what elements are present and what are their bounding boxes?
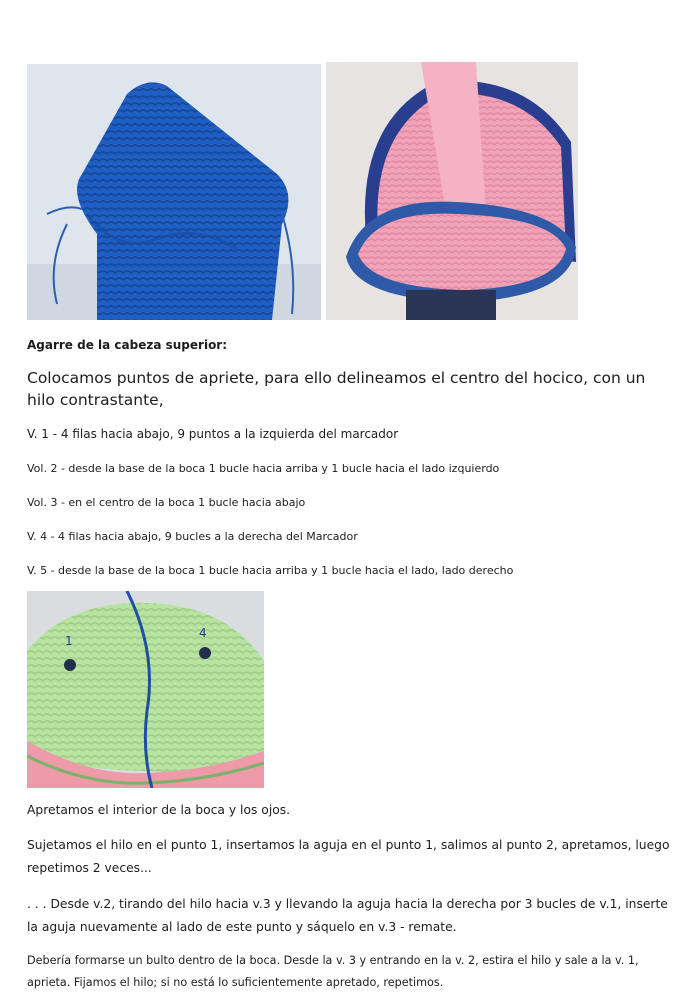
section-heading: Agarre de la cabeza superior: bbox=[27, 338, 228, 352]
step-5: V. 5 - desde la base de la boca 1 bucle hacia arriba y 1 bucle hacia el lado, lado derecho bbox=[27, 564, 514, 577]
paragraph-1: Apretamos el interior de la boca y los ojos. bbox=[27, 803, 291, 817]
step-3: Vol. 3 - en el centro de la boca 1 bucle hacia abajo bbox=[27, 496, 306, 509]
intro-text: Colocamos puntos de apriete, para ello delineamos el centro del hocico, con un hilo contrastante, bbox=[27, 369, 646, 409]
step-1: V. 1 - 4 filas hacia abajo, 9 puntos a la izquierda del marcador bbox=[27, 427, 399, 441]
photo-open-mouth bbox=[326, 62, 578, 320]
photo-blue-head bbox=[27, 64, 321, 320]
photo-green-head bbox=[27, 591, 264, 788]
marker-4: 4 bbox=[199, 626, 207, 640]
step-4: V. 4 - 4 filas hacia abajo, 9 bucles a la derecha del Marcador bbox=[27, 530, 358, 543]
paragraph-2: Sujetamos el hilo en el punto 1, insertamos la aguja en el punto 1, salimos al punto 2, apretamos, luego repetimos 2 veces... bbox=[27, 838, 670, 875]
step-2: Vol. 2 - desde la base de la boca 1 bucle hacia arriba y 1 bucle hacia el lado izquierdo bbox=[27, 462, 500, 475]
paragraph-3: . . . Desde v.2, tirando del hilo hacia v.3 y llevando la aguja hacia la derecha por 3 bucles de v.1, inserte la aguja nuevamente al lado de este punto y sáquelo en v.3 - remate. bbox=[27, 897, 668, 934]
marker-1: 1 bbox=[65, 634, 73, 648]
paragraph-4: Debería formarse un bulto dentro de la boca. Desde la v. 3 y entrando en la v. 2, estira el hilo y sale a la v. 1, aprieta. Fijamos el hilo; si no está lo suficientemente apretado, repetimos. bbox=[27, 954, 639, 989]
